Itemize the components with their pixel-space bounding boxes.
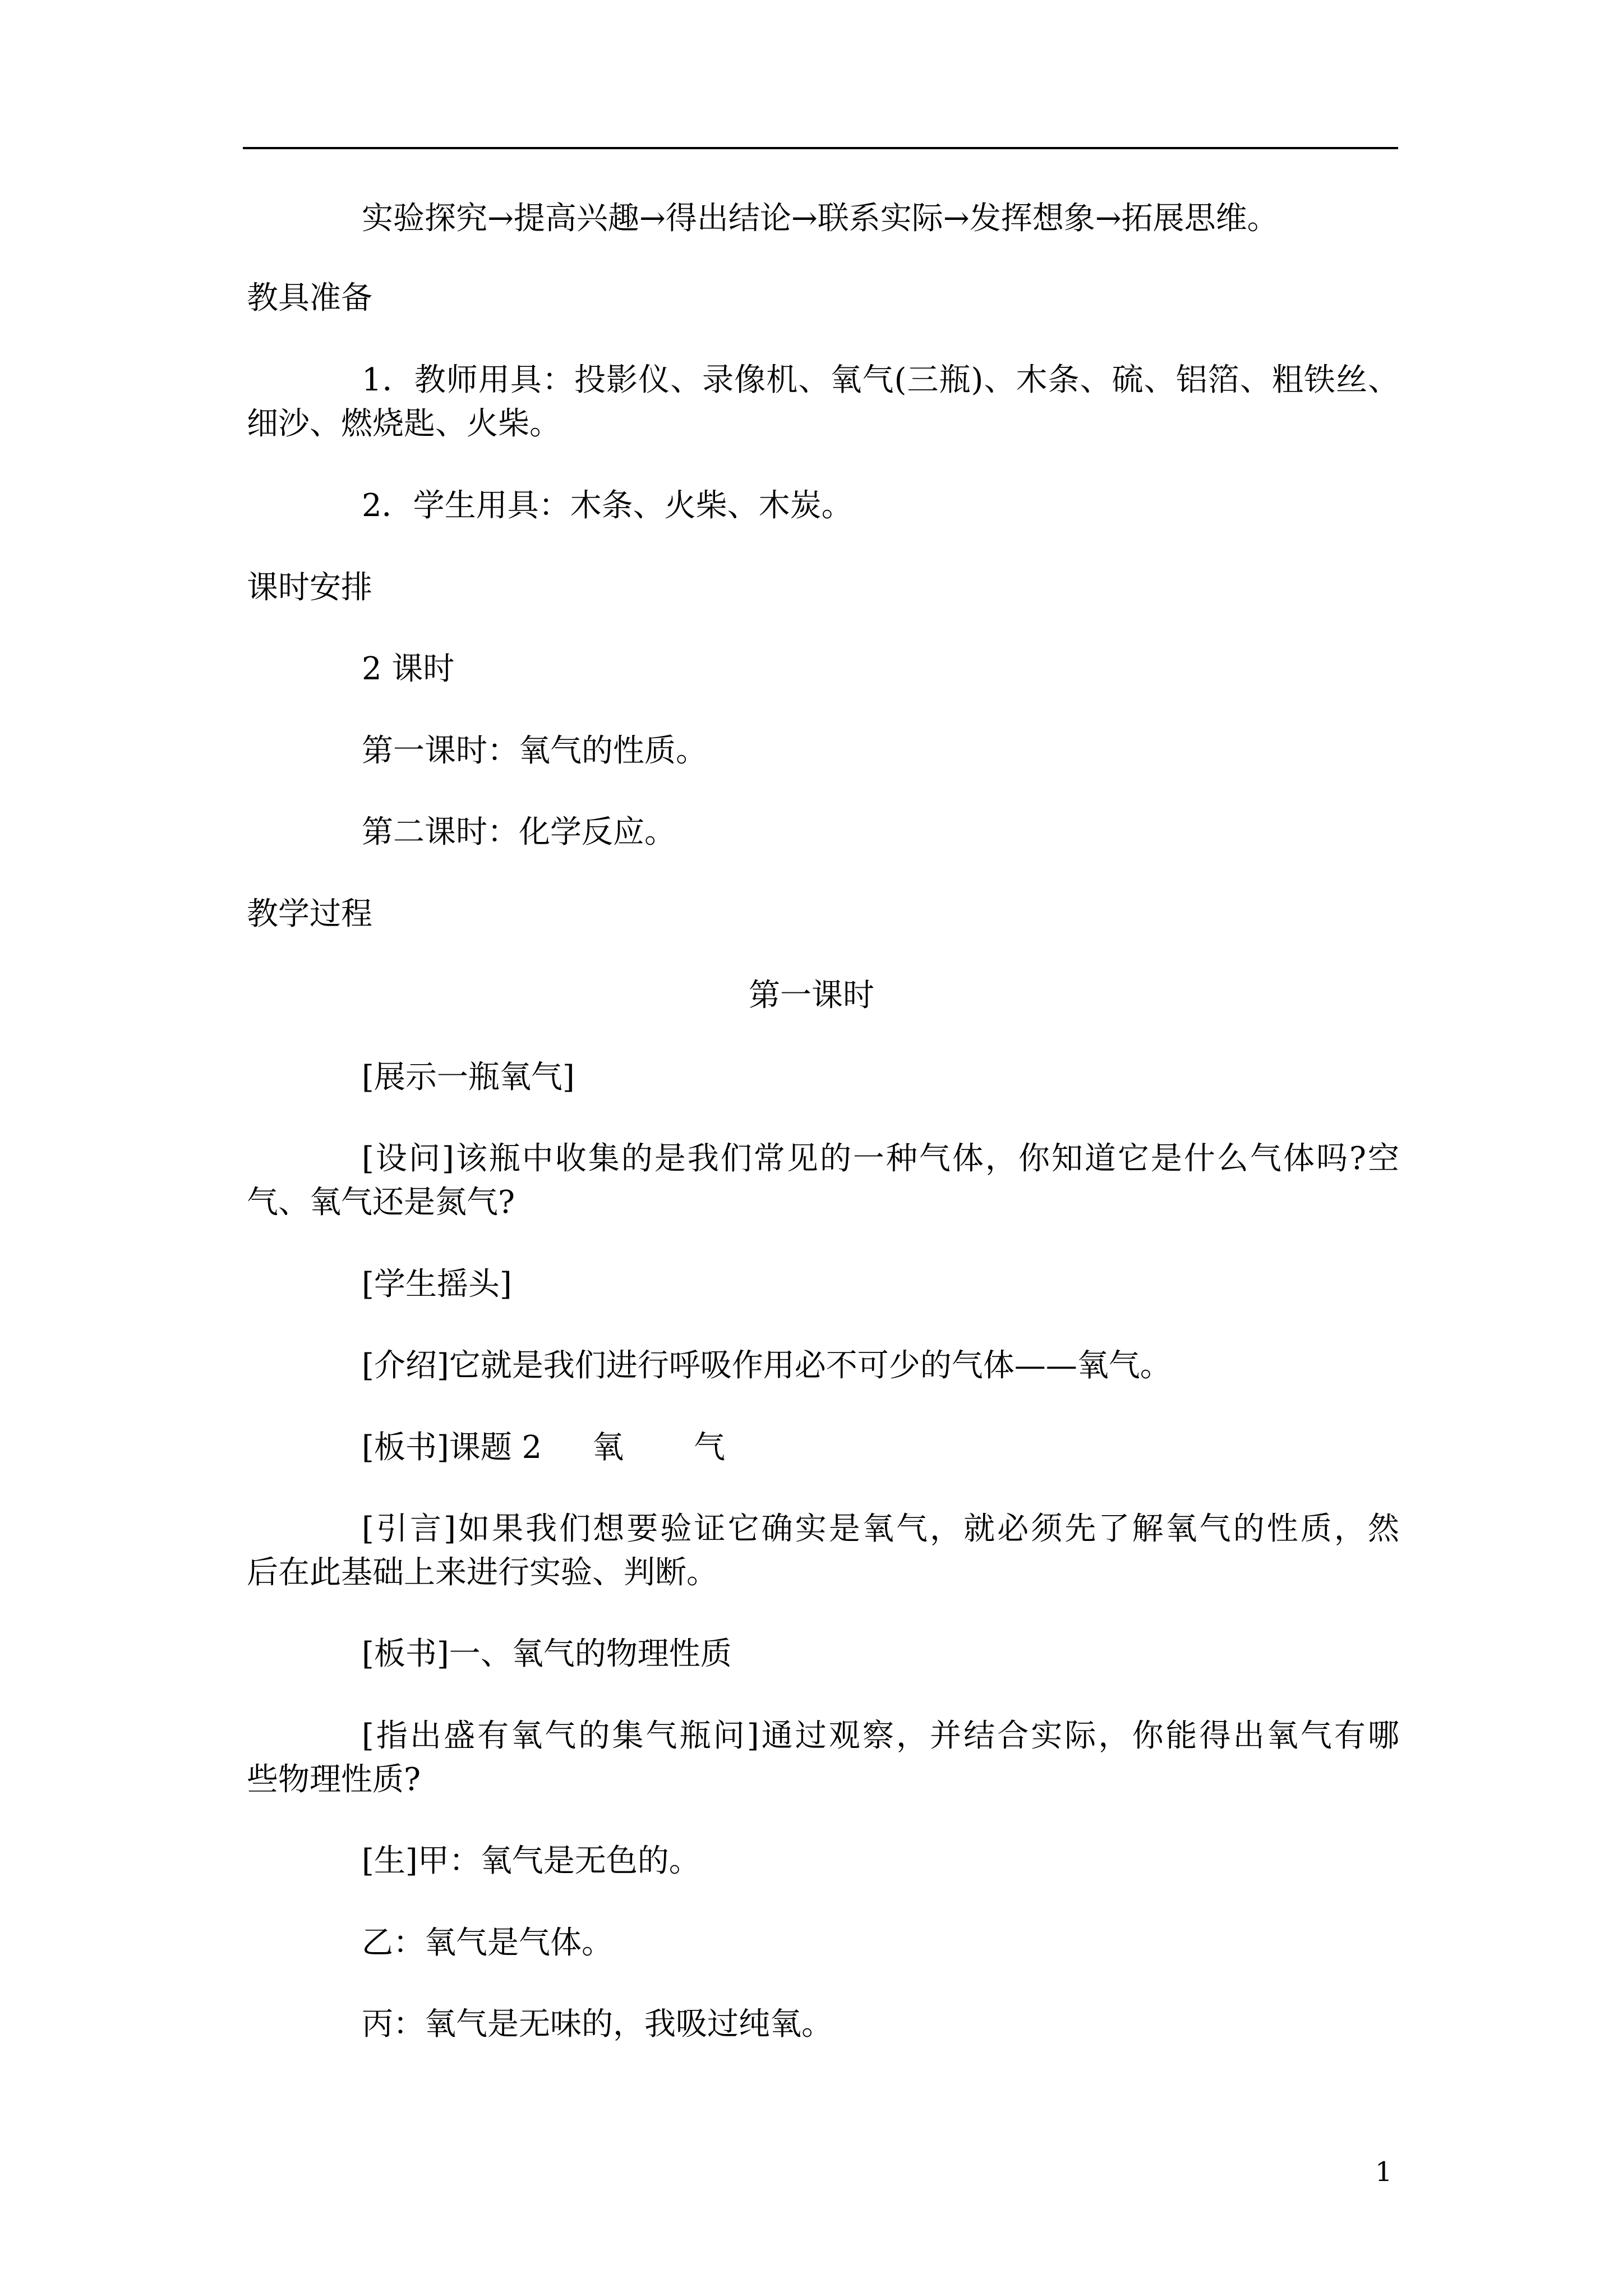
paragraph-introduction: [介绍]它就是我们进行呼吸作用必不可少的气体——氧气。 xyxy=(362,1347,1172,1384)
paragraph-student-a: [生]甲：氧气是无色的。 xyxy=(362,1843,700,1879)
paragraph-second-lesson: 第二课时：化学反应。 xyxy=(362,814,676,850)
paragraph-teacher-tools-line2: 细沙、燃烧匙、火柴。 xyxy=(247,406,561,442)
board-topic-char-gas: 气 xyxy=(694,1429,726,1466)
paragraph-question-line2: 气、氧气还是氮气? xyxy=(247,1184,515,1221)
board-topic-char-oxygen: 氧 xyxy=(592,1429,624,1466)
paragraph-lead-in-line1: [引言]如果我们想要验证它确实是氧气，就必须先了解氧气的性质，然 xyxy=(362,1511,1399,1547)
paragraph-method-flow: 实验探究→提高兴趣→得出结论→联系实际→发挥想象→拓展思维。 xyxy=(362,200,1279,237)
board-topic-label: [板书]课题 2 xyxy=(362,1429,542,1466)
heading-teaching-process: 教学过程 xyxy=(247,896,372,932)
paragraph-observe-line2: 些物理性质? xyxy=(247,1761,421,1798)
paragraph-observe-line1: [指出盛有氧气的集气瓶问]通过观察，并结合实际，你能得出氧气有哪 xyxy=(362,1718,1399,1754)
header-rule xyxy=(243,147,1398,149)
paragraph-question-line1: [设问]该瓶中收集的是我们常见的一种气体，你知道它是什么气体吗?空 xyxy=(362,1140,1399,1177)
paragraph-student-tools: 2．学生用具：木条、火柴、木炭。 xyxy=(362,487,853,524)
heading-teaching-aids: 教具准备 xyxy=(247,280,372,316)
paragraph-students-shake-heads: [学生摇头] xyxy=(362,1266,512,1303)
heading-schedule: 课时安排 xyxy=(247,569,372,606)
paragraph-board-physical-properties: [板书]一、氧气的物理性质 xyxy=(362,1636,732,1672)
paragraph-board-topic xyxy=(362,1429,726,1466)
paragraph-first-lesson: 第一课时：氧气的性质。 xyxy=(362,733,707,769)
paragraph-lead-in-line2: 后在此基础上来进行实验、判断。 xyxy=(247,1554,718,1591)
page-number: 1 xyxy=(1375,2156,1393,2188)
paragraph-lesson-count: 2 课时 xyxy=(362,651,455,687)
paragraph-student-b: 乙：氧气是气体。 xyxy=(362,1925,613,1961)
paragraph-show-oxygen: [展示一瓶氧气] xyxy=(362,1059,575,1096)
paragraph-teacher-tools-line1: 1．教师用具：投影仪、录像机、氧气(三瓶)、木条、硫、铝箔、粗铁丝、 xyxy=(362,362,1399,398)
section-title-first-lesson: 第一课时 xyxy=(749,977,874,1014)
paragraph-student-c: 丙：氧气是无味的，我吸过纯氧。 xyxy=(362,2006,833,2042)
